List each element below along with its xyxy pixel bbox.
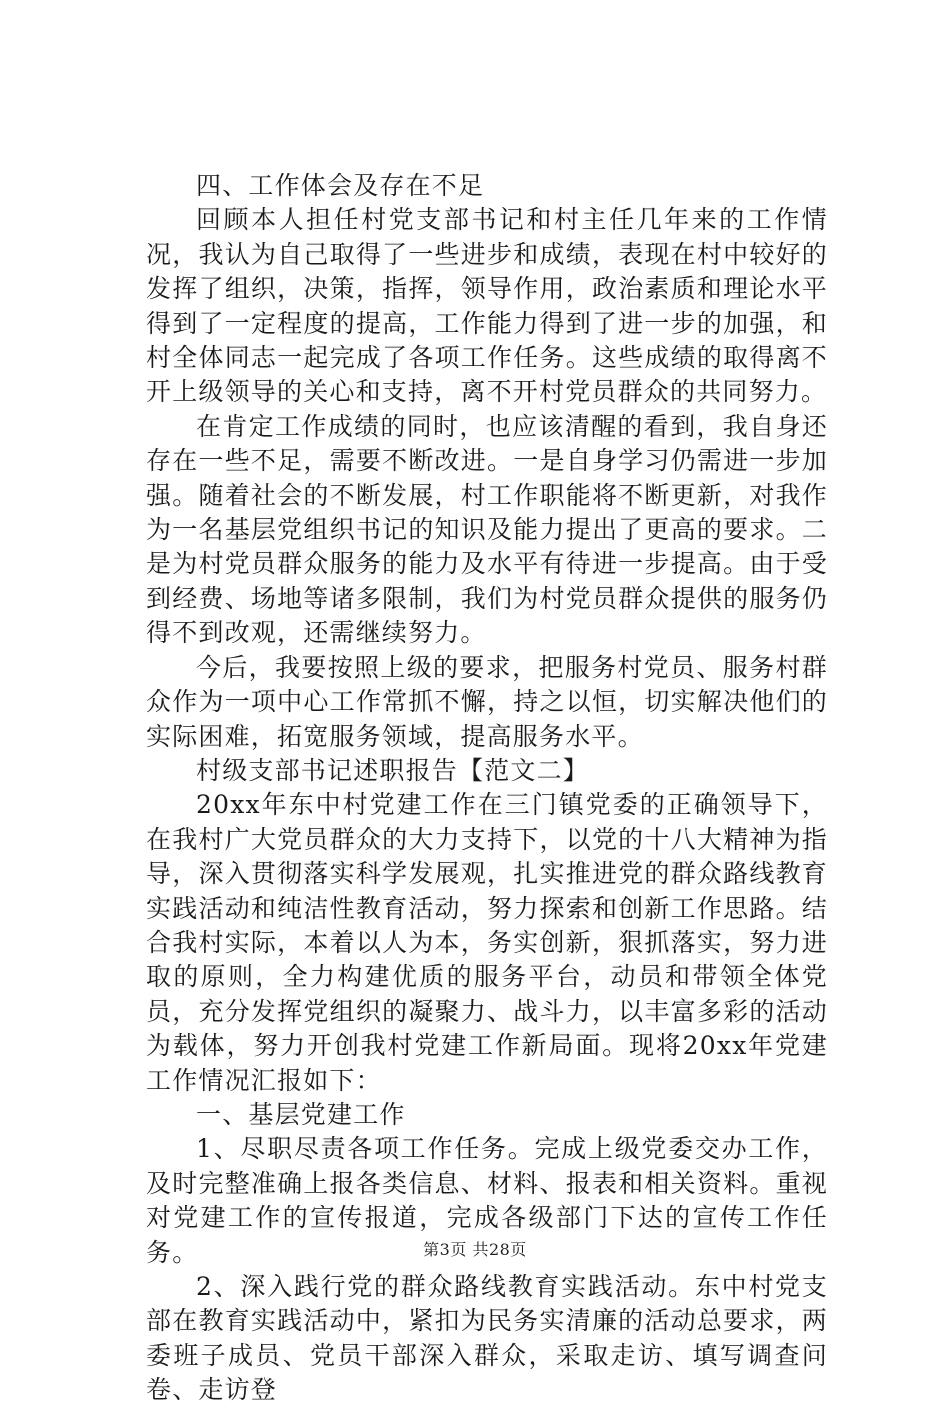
- document-body: [146, 169, 828, 1408]
- page-footer: 第3页 共28页: [423, 1240, 527, 1259]
- paragraph-future: 今后，我要按照上级的要求，把服务村党员、服务村群众作为一项中心工作常抓不懈，持之以恒，切实解决他们的实际困难，拓宽服务领域，提高服务水平。: [146, 652, 828, 751]
- section-heading-party-building: 一、基层党建工作: [196, 1099, 406, 1129]
- paragraph-review: 回顾本人担任村党支部书记和村主任几年来的工作情况，我认为自己取得了一些进步和成绩，表现在村中较好的发挥了组织，决策，指挥，领导作用，政治素质和理论水平得到了一定程度的提高，工作能力得到了进一步的加强，和村全体同志一起完成了各项工作任务。这些成绩的取得离不开上级领导的关心和支持，离不开村党员群众的共同努力。: [146, 205, 828, 407]
- list-item-duties: 1、尽职尽责各项工作任务。完成上级党委交办工作，及时完整准确上报各类信息、材料、报表和相关资料。重视对党建工作的宣传报道，完成各级部门下达的宣传工作任务。: [146, 1134, 828, 1267]
- paragraph-shortcomings: 在肯定工作成绩的同时，也应该清醒的看到，我自身还存在一些不足，需要不断改进。一是自身学习仍需进一步加强。随着社会的不断发展，村工作职能将不断更新，对我作为一名基层党组织书记的知识及能力提出了更高的要求。二是为村党员群众服务的能力及水平有待进一步提高。由于受到经费、场地等诸多限制，我们为村党员群众提供的服务仍得不到改观，还需继续努力。: [146, 411, 828, 648]
- report-title-sample-two: 村级支部书记述职报告【范文二】: [196, 755, 590, 785]
- section-heading-experience: 四、工作体会及存在不足: [196, 171, 485, 200]
- paragraph-intro: 20xx年东中村党建工作在三门镇党委的正确领导下，在我村广大党员群众的大力支持下，以党的十八大精神为指导，深入贯彻落实科学发展观，扎实推进党的群众路线教育实践活动和纯洁性教育活动，努力探索和创新工作思路。结合我村实际，本着以人为本，务实创新，狠抓落实，努力进取的原则，全力构建优质的服务平台，动员和带领全体党员，充分发挥党组织的凝聚力、战斗力，以丰富多彩的活动为载体，努力开创我村党建工作新局面。现将20xx年党建工作情况汇报如下：: [146, 790, 828, 1095]
- list-item-mass-line: 2、深入践行党的群众路线教育实践活动。东中村党支部在教育实践活动中，紧扣为民务实清廉的活动总要求，两委班子成员、党员干部深入群众，采取走访、填写调查问卷、走访登: [146, 1272, 828, 1405]
